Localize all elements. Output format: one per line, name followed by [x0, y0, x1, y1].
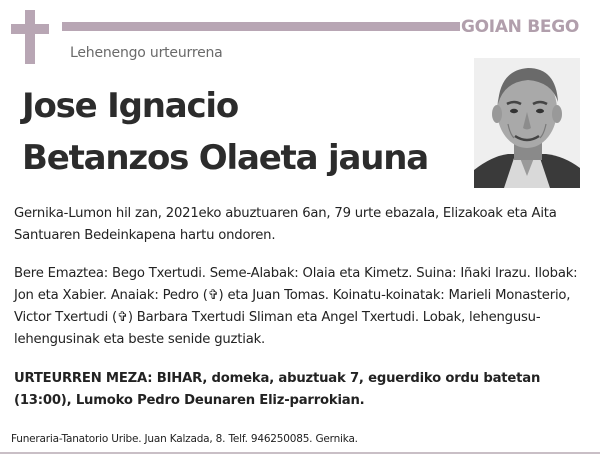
family-paragraph: Bere Emaztea: Bego Txertudi. Seme-Alabak: Olaia eta Kimetz. Suina: Iñaki Irazu. Ilobak: Jon eta Xabier. Anaiak: Pedro (✞) eta Juan Tomas. Koinatu-koinatak: Marieli Monasterio, Victor Txertudi (✞) Barbara Txertudi Sliman eta Angel Txertudi. Lobak, lehengusu-lehengusinak eta beste senide guztiak. [14, 266, 578, 347]
header-rule [62, 22, 460, 31]
mass-announcement: URTEURREN MEZA: BIHAR, domeka, abuztuak 7, eguerdiko ordu batetan (13:00), Lumoko Pedro Deunaren Eliz-parrokian. [14, 371, 541, 408]
deceased-name [22, 80, 472, 184]
death-notice-paragraph: Gernika-Lumon hil zan, 2021eko abuztuaren 6an, 79 urte ebazala, Elizakoak eta Aita Santuaren Bedeinkapena hartu ondoren. [14, 206, 557, 243]
brand-label: GOIAN BEGO [460, 17, 579, 37]
funeral-home-footer: Funeraria-Tanatorio Uribe. Juan Kalzada, 8. Telf. 946250085. Gernika. [11, 433, 358, 445]
deceased-name-line2: Betanzos Olaeta jauna [22, 138, 428, 178]
anniversary-subtitle: Lehenengo urteurrena [70, 45, 223, 61]
portrait-photo [474, 58, 580, 188]
cross-icon [11, 10, 49, 64]
deceased-name-line1: Jose Ignacio [22, 86, 239, 126]
